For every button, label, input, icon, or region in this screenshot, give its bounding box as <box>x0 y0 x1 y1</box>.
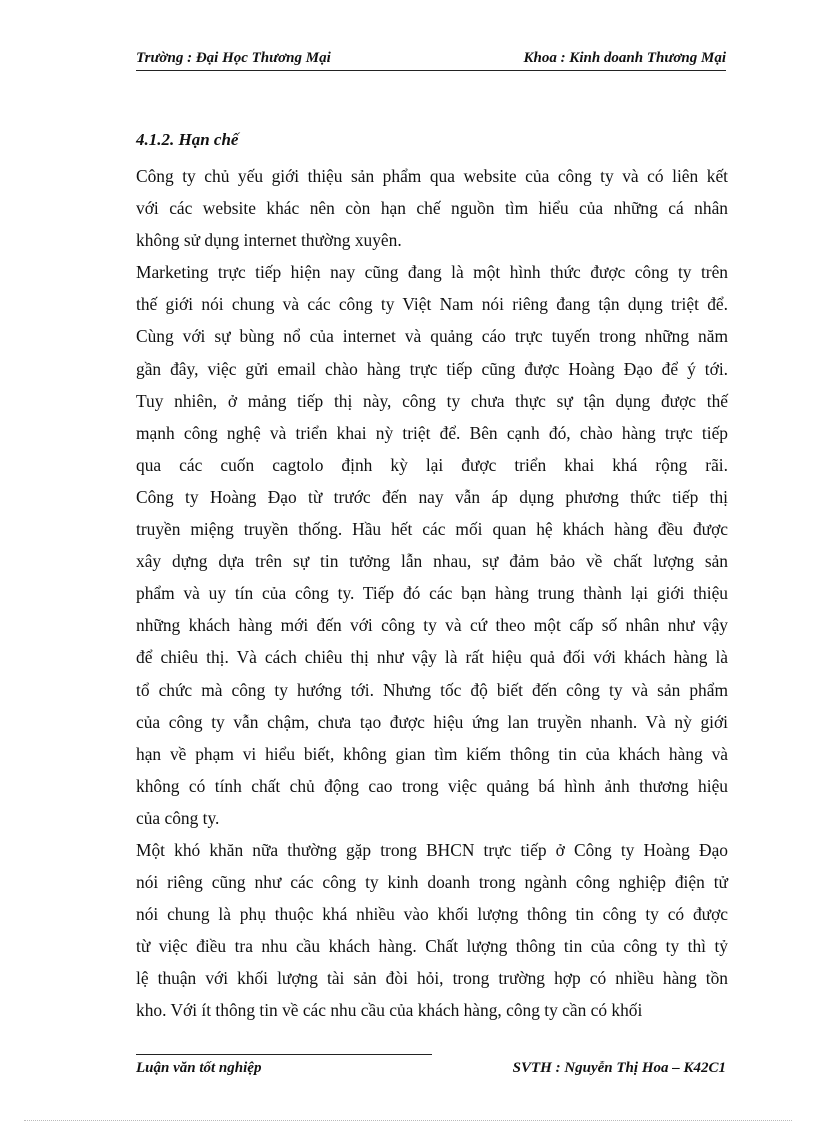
body-text-line: Marketing trực tiếp hiện nay cũng đang là một hình thức được công ty trên <box>136 262 728 283</box>
footer-thesis: Luận văn tốt nghiệp <box>136 1060 262 1076</box>
body-text <box>136 160 728 1027</box>
body-text-line: Một khó khăn nữa thường gặp trong BHCN trực tiếp ở Công ty Hoàng Đạo <box>136 839 728 860</box>
body-text-line: phẩm và uy tín của công ty. Tiếp đó các bạn hàng trung thành lại giới thiệu <box>136 583 728 604</box>
body-text-line: nói chung là phụ thuộc khá nhiều vào khối lượng thông tin công ty có được <box>136 904 728 925</box>
body-text-line: Cùng với sự bùng nổ của internet và quảng cáo trực tuyến trong những năm <box>136 326 728 347</box>
body-text-line: Tuy nhiên, ở mảng tiếp thị này, công ty chưa thực sự tận dụng được thế <box>136 390 728 411</box>
body-text-line: mạnh công nghệ và triển khai nỳ triệt để. Bên cạnh đó, chào hàng trực tiếp <box>136 422 728 443</box>
footer-rule <box>136 1054 432 1055</box>
body-text-line: thế giới nói chung và các công ty Việt Nam nói riêng đang tận dụng triệt để. <box>136 294 728 315</box>
section-title: 4.1.2. Hạn chế <box>136 130 239 149</box>
body-text-line: để chiêu thị. Và cách chiêu thị như vậy là rất hiệu quả đối với khách hàng là <box>136 647 728 668</box>
body-text-line: gần đây, việc gửi email chào hàng trực tiếp cũng được Hoàng Đạo để ý tới. <box>136 358 728 379</box>
body-text-line: tổ chức mà công ty hướng tới. Nhưng tốc độ biết đến công ty và sản phẩm <box>136 679 728 700</box>
body-text-line: kho. Với ít thông tin về các nhu cầu của khách hàng, công ty cần có khối <box>136 1000 643 1021</box>
body-text-line: với các website khác nên còn hạn chế nguồn tìm hiểu của những cá nhân <box>136 198 728 219</box>
body-text-line: không sử dụng internet thường xuyên. <box>136 230 402 251</box>
body-text-line: hạn về phạm vi hiểu biết, không gian tìm kiếm thông tin của khách hàng và <box>136 743 728 764</box>
body-text-line: truyền miệng truyền thống. Hầu hết các mối quan hệ khách hàng đều được <box>136 519 728 540</box>
header-school: Trường : Đại Học Thương Mại <box>136 50 331 66</box>
body-text-line: qua các cuốn cagtolo định kỳ lại được triển khai khá rộng rãi. <box>136 454 728 475</box>
body-text-line: lệ thuận với khối lượng tài sản đòi hỏi, trong trường hợp có nhiều hàng tồn <box>136 968 728 989</box>
page-header <box>136 48 726 71</box>
body-text-line: Công ty Hoàng Đạo từ trước đến nay vẫn áp dụng phương thức tiếp thị <box>136 486 728 507</box>
body-text-line: không có tính chất chủ động cao trong việc quảng bá hình ảnh thương hiệu <box>136 775 728 796</box>
body-text-line: từ việc điều tra nhu cầu khách hàng. Chất lượng thông tin của công ty thì tỷ <box>136 936 728 957</box>
body-text-line: nói riêng cũng như các công ty kinh doanh trong ngành công nghiệp điện tử <box>136 872 728 893</box>
body-text-line: của công ty vẫn chậm, chưa tạo được hiệu ứng lan truyền nhanh. Và nỳ giới <box>136 711 728 732</box>
body-text-line: Công ty chủ yếu giới thiệu sản phẩm qua website của công ty và có liên kết <box>136 166 728 186</box>
body-text-line: những khách hàng mới đến với công ty và cứ theo một cấp số nhân như vậy <box>136 615 728 636</box>
header-faculty: Khoa : Kinh doanh Thương Mại <box>523 50 726 66</box>
page-edge-divider <box>24 1120 792 1121</box>
body-text-line: của công ty. <box>136 807 220 828</box>
body-text-line: xây dựng dựa trên sự tin tưởng lẫn nhau, sự đảm bảo về chất lượng sản <box>136 551 728 572</box>
page-footer <box>136 1058 726 1080</box>
footer-student: SVTH : Nguyễn Thị Hoa – K42C1 <box>512 1060 726 1076</box>
